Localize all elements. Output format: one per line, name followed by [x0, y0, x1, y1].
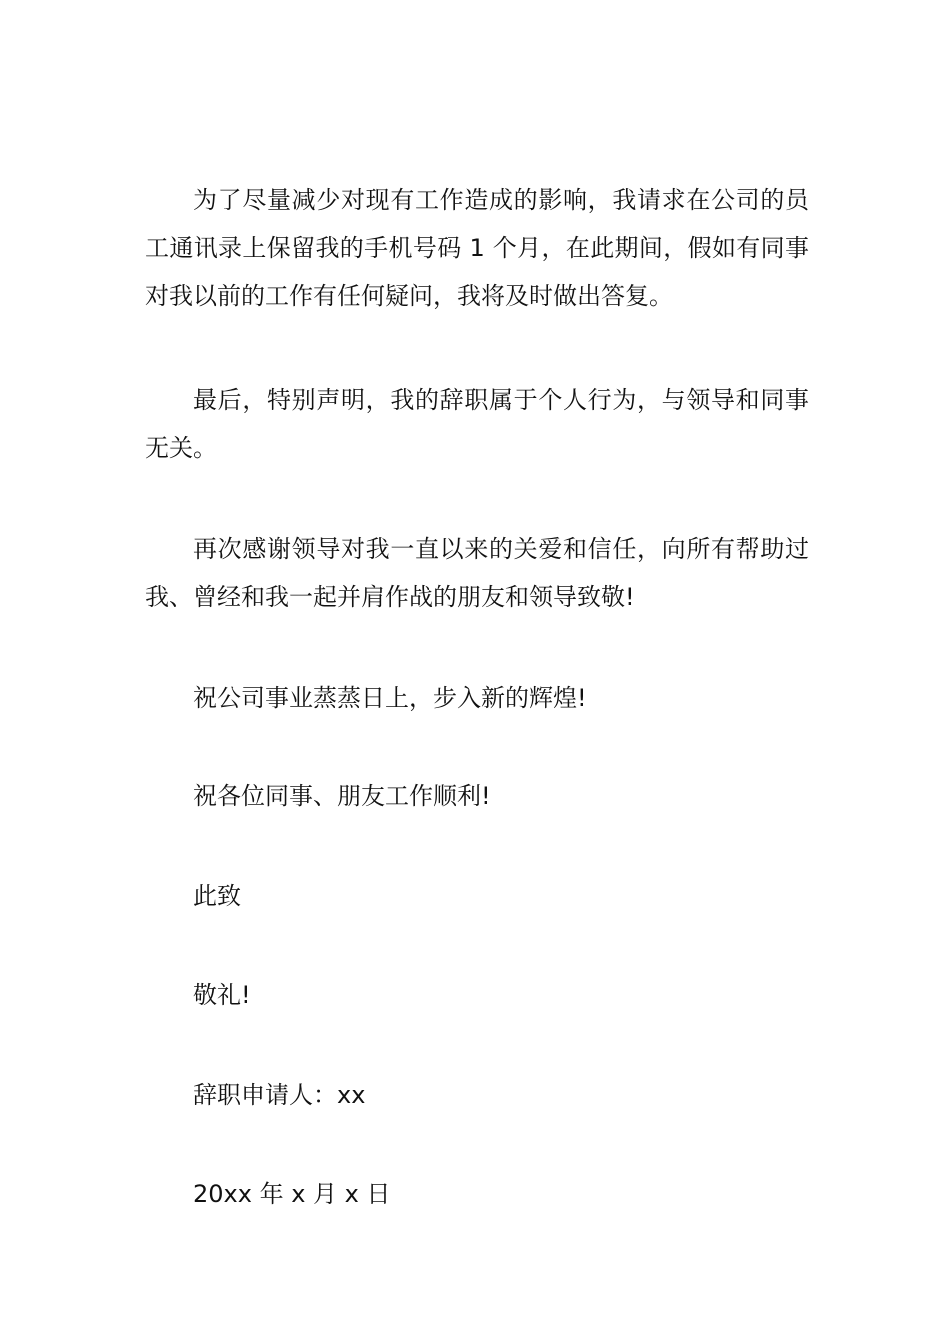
- blessing-colleagues: 祝各位同事、朋友工作顺利!: [193, 782, 491, 810]
- salute-phrase: 敬礼!: [193, 981, 251, 1009]
- blessing-company: 祝公司事业蒸蒸日上，步入新的辉煌!: [193, 684, 587, 712]
- paragraph-personal-statement: 最后，特别声明，我的辞职属于个人行为，与领导和同事无关。: [145, 386, 809, 462]
- paragraph-thanks: 再次感谢领导对我一直以来的关爱和信任，向所有帮助过我、曾经和我一起并肩作战的朋友和领导致敬!: [145, 535, 809, 611]
- signature-line: 辞职申请人：xx: [193, 1081, 366, 1109]
- closing-phrase: 此致: [193, 882, 241, 910]
- paragraph-phone-retention: 为了尽量减少对现有工作造成的影响，我请求在公司的员工通讯录上保留我的手机号码 1 个月，在此期间，假如有同事对我以前的工作有任何疑问，我将及时做出答复。: [145, 186, 809, 310]
- date-line: 20xx 年 x 月 x 日: [193, 1180, 391, 1208]
